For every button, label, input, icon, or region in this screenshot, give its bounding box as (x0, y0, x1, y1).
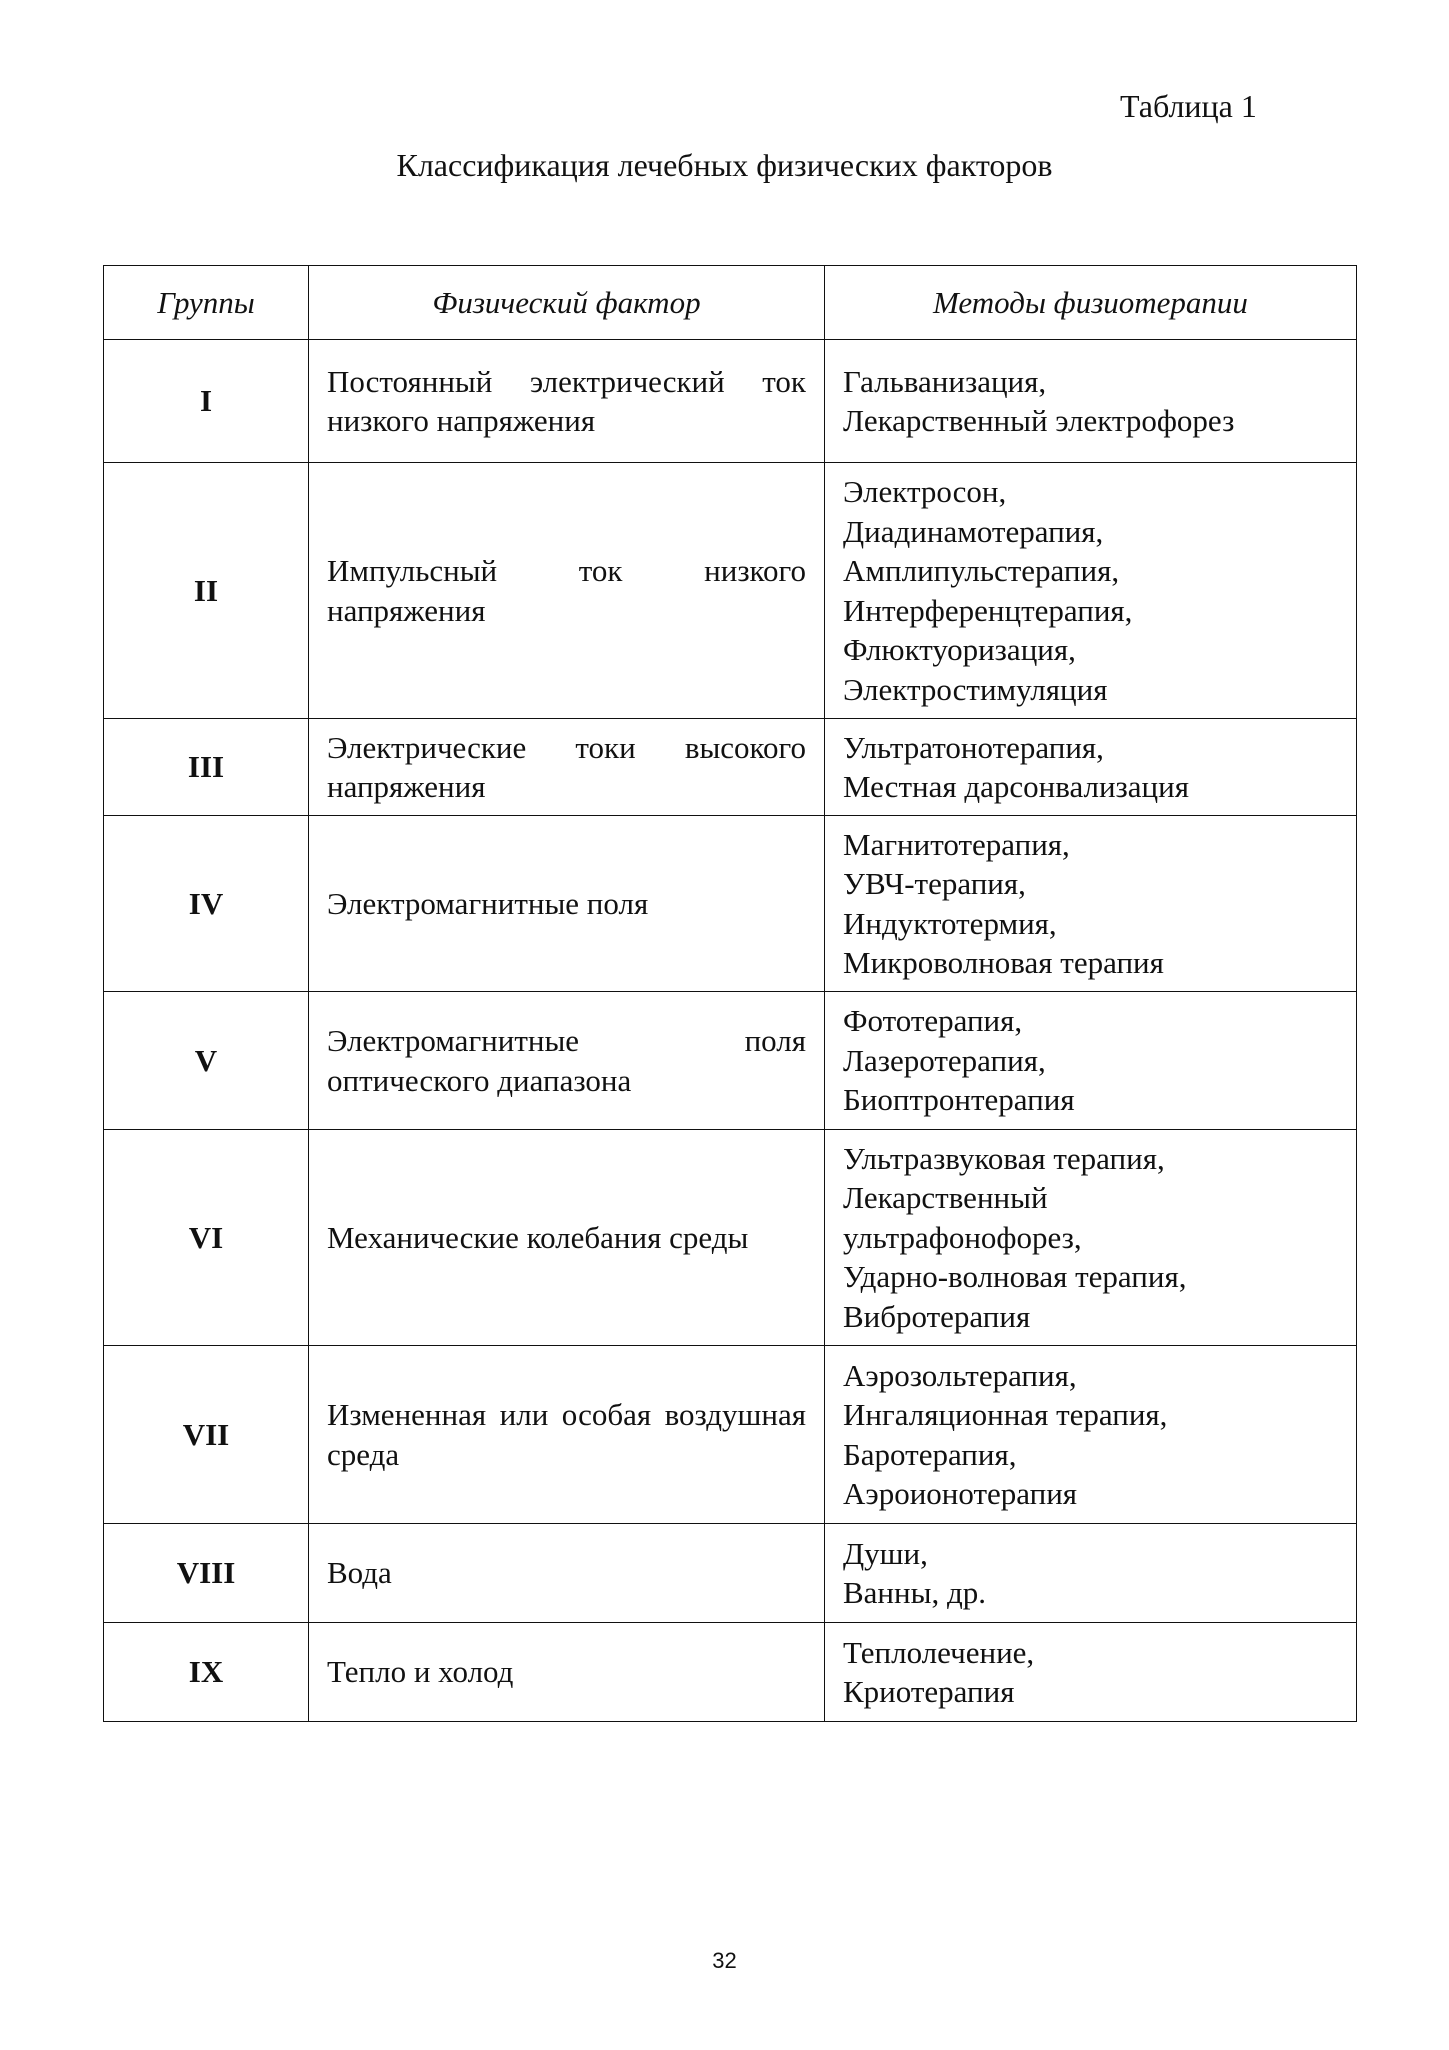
methods-cell (825, 992, 1357, 1130)
methods-cell (825, 1130, 1357, 1346)
group-cell: VIII (104, 1524, 309, 1623)
method-item: Теплолечение, (843, 1634, 1035, 1670)
factor-cell: Измененная или особая воздушная среда (309, 1346, 825, 1524)
method-item: Ультратонотерапия, (843, 729, 1104, 765)
factor-cell: Вода (309, 1524, 825, 1623)
factor-cell: Тепло и холод (309, 1623, 825, 1722)
method-item: Гальванизация, (843, 363, 1047, 399)
group-cell: IX (104, 1623, 309, 1722)
methods-cell (825, 719, 1357, 816)
group-cell: VII (104, 1346, 309, 1524)
header-groups: Группы (104, 266, 309, 340)
method-item: Лазеротерапия, (843, 1042, 1046, 1078)
methods-cell (825, 1524, 1357, 1623)
table-row (104, 992, 1357, 1130)
factor-cell: Электрические токи высокого напряжения (309, 719, 825, 816)
method-item: Вибротерапия (843, 1298, 1031, 1334)
method-item: УВЧ-терапия, (843, 866, 1026, 901)
group-cell: III (104, 719, 309, 816)
methods-cell (825, 816, 1357, 992)
method-item: Лекарственный электрофорез (843, 403, 1235, 438)
table-row (104, 1130, 1357, 1346)
table-row (104, 340, 1357, 463)
method-item: Баротерапия, (843, 1436, 1017, 1472)
table-row (104, 1623, 1357, 1722)
method-item: Электросон, (843, 474, 1007, 509)
factor-cell: Электромагнитные поля (309, 816, 825, 992)
method-item: Микроволновая терапия (843, 945, 1164, 980)
methods-cell (825, 1623, 1357, 1722)
method-item: Души, (843, 1535, 928, 1571)
factor-cell: Механические колебания среды (309, 1130, 825, 1346)
method-item: Электростимуляция (843, 671, 1108, 707)
methods-cell (825, 340, 1357, 463)
table-row (104, 816, 1357, 992)
group-cell: VI (104, 1130, 309, 1346)
method-item: Ультразвуковая терапия, (843, 1140, 1165, 1176)
table-row (104, 1524, 1357, 1623)
method-item: Интерференцтерапия, (843, 592, 1133, 628)
table-row (104, 1346, 1357, 1524)
method-item: Аэроионотерапия (843, 1476, 1078, 1511)
factor-cell: Импульсный ток низкого напряжения (309, 463, 825, 719)
group-cell: I (104, 340, 309, 463)
method-item: Криотерапия (843, 1674, 1015, 1709)
group-cell: IV (104, 816, 309, 992)
table-row (104, 463, 1357, 719)
method-item: Ударно-волновая терапия, (843, 1259, 1187, 1295)
method-item: Ингаляционная терапия, (843, 1397, 1168, 1432)
factor-cell: Электромагнитные поля оптического диапазона (309, 992, 825, 1130)
method-item: Ванны, др. (843, 1575, 986, 1610)
method-item: Биоптронтерапия (843, 1082, 1075, 1118)
method-item: ультрафонофорез, (843, 1219, 1082, 1255)
method-item: Амплипульстерапия, (843, 553, 1120, 588)
header-factor: Физический фактор (309, 266, 825, 340)
table-row (104, 719, 1357, 816)
factor-cell: Постоянный электрический ток низкого напряжения (309, 340, 825, 463)
method-item: Лекарственный (843, 1180, 1048, 1216)
group-cell: V (104, 992, 309, 1130)
method-item: Магнитотерапия, (843, 826, 1070, 862)
method-item: Местная дарсонвализация (843, 769, 1189, 804)
group-cell: II (104, 463, 309, 719)
methods-cell (825, 1346, 1357, 1524)
page-number: 32 (712, 1948, 737, 1973)
method-item: Фототерапия, (843, 1003, 1023, 1039)
method-item: Аэрозольтерапия, (843, 1357, 1077, 1393)
methods-cell (825, 463, 1357, 719)
table-label: Таблица 1 (1120, 88, 1257, 124)
table-header-row (104, 266, 1357, 340)
document-title: Классификация лечебных физических факторов (396, 147, 1053, 183)
header-methods: Методы физиотерапии (825, 266, 1357, 340)
classification-table (103, 265, 1357, 1722)
method-item: Диадинамотерапия, (843, 513, 1104, 549)
method-item: Индуктотермия, (843, 905, 1057, 941)
method-item: Флюктуоризация, (843, 632, 1076, 667)
